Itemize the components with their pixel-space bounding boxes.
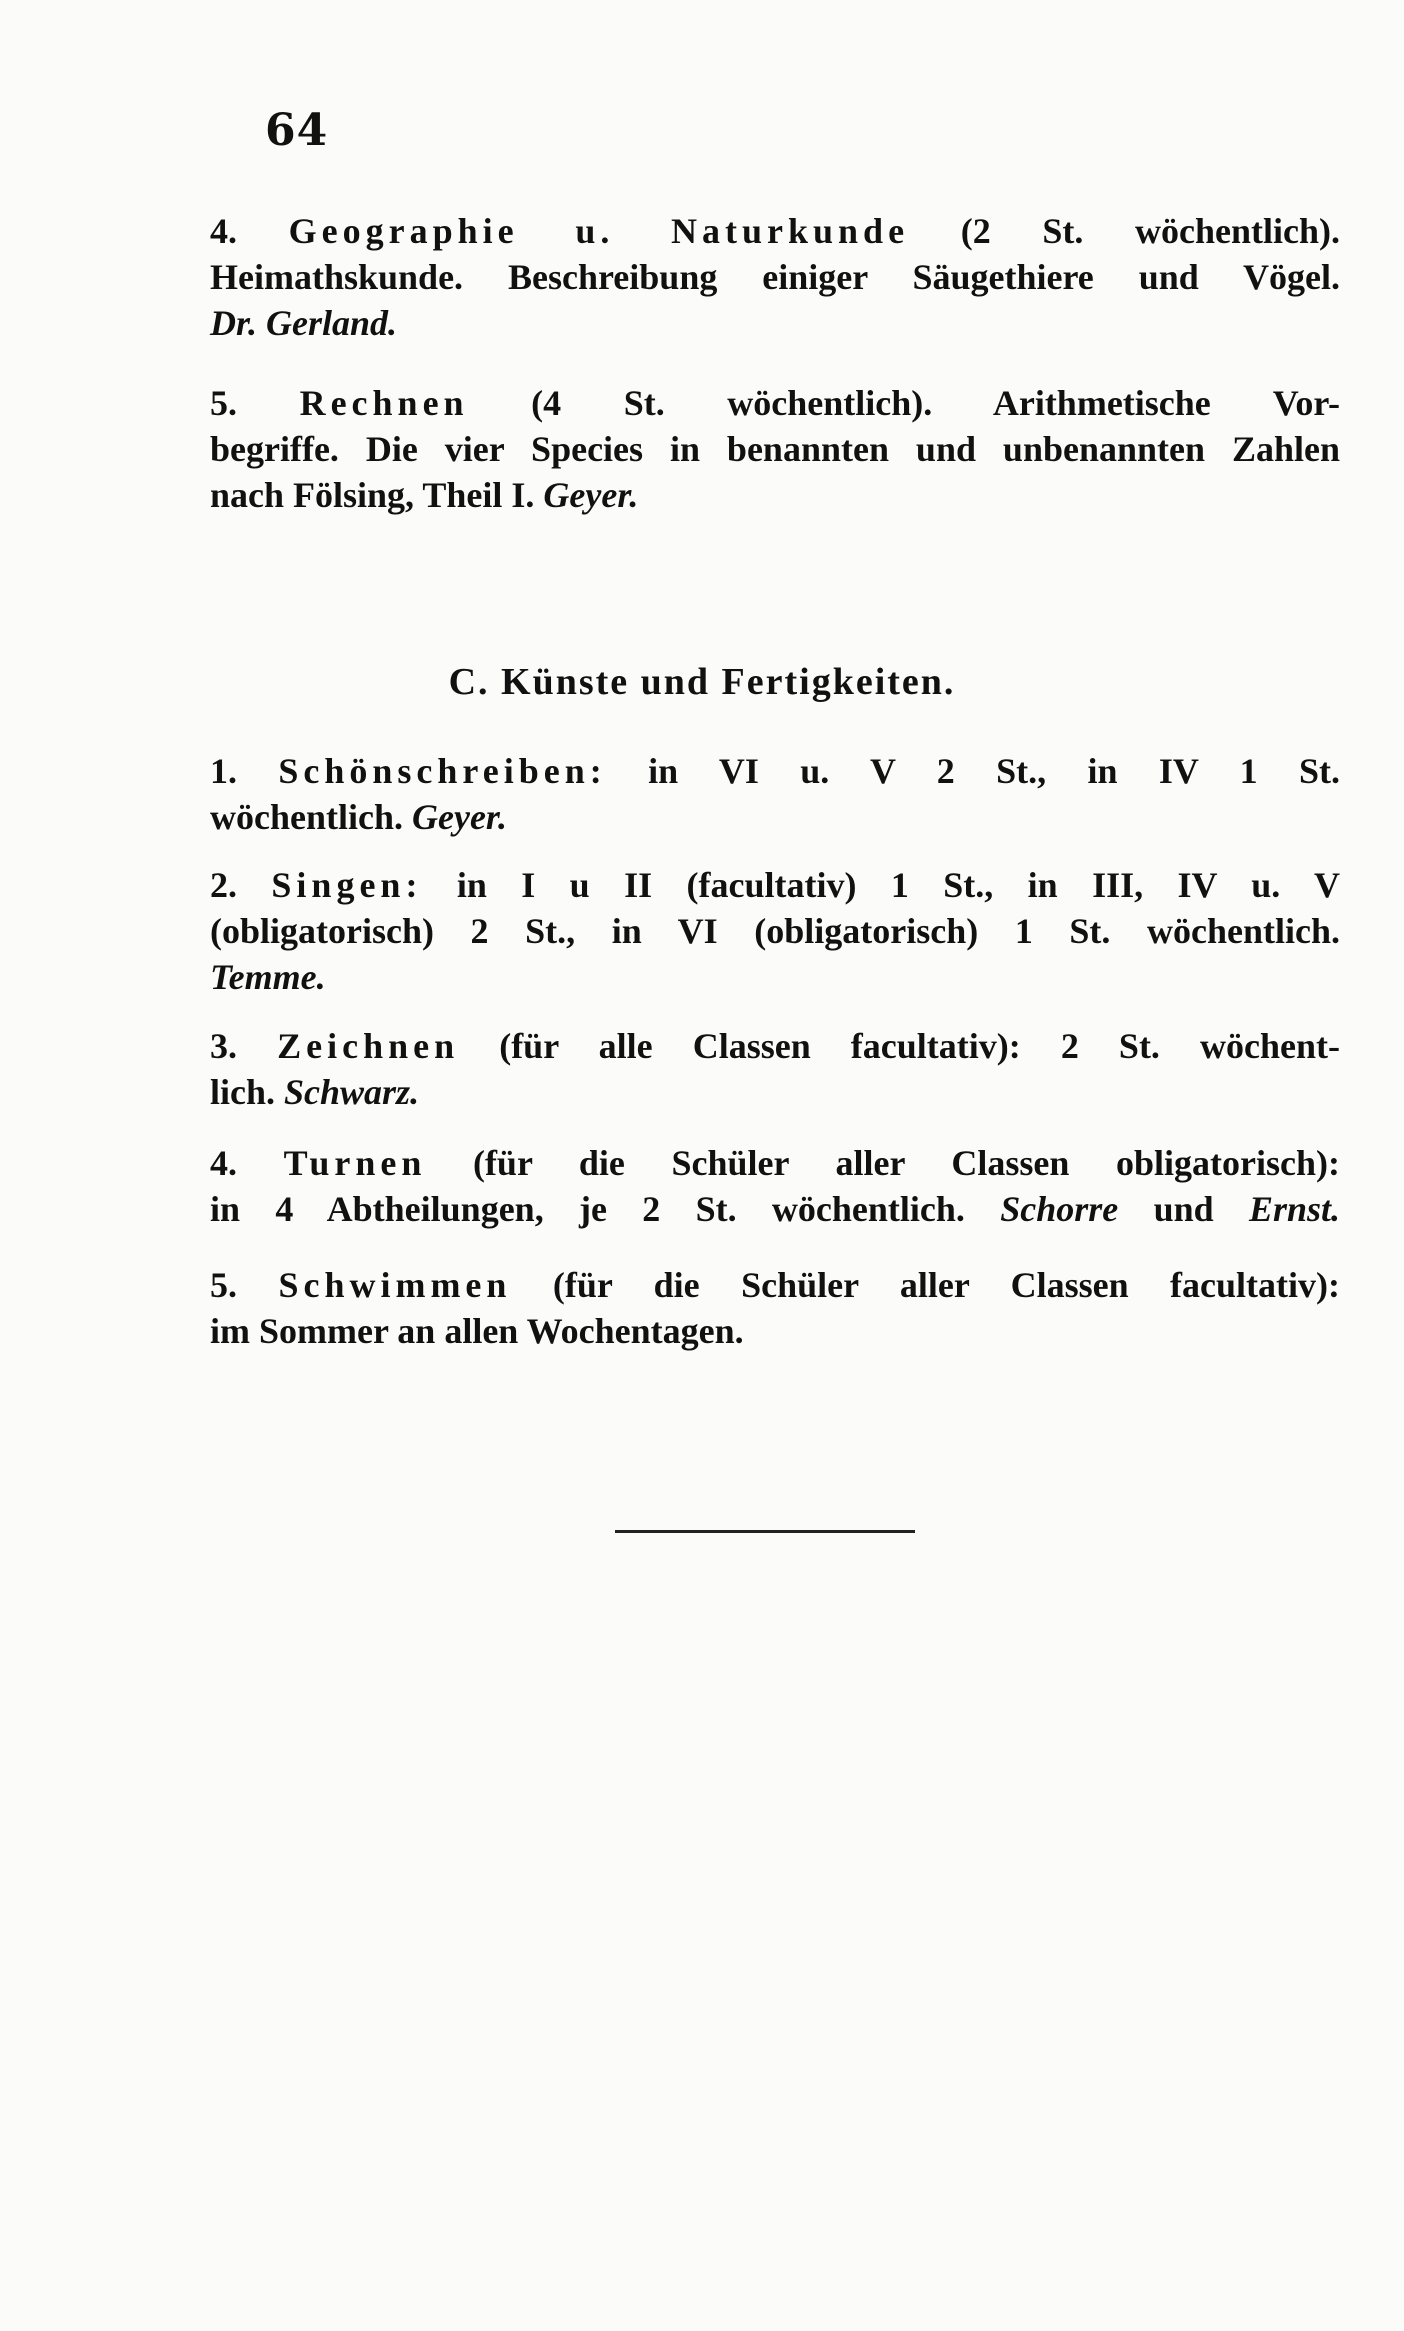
singen-line-2: (obligatorisch) 2 St., in VI (obligatorisch) 1 St. wöchentlich.	[210, 911, 1340, 951]
singen-text: in I u II (facultativ) 1 St., in III, IV u. V	[456, 865, 1341, 905]
turnen-number: 4.	[210, 1143, 237, 1183]
singen-line-1	[210, 862, 1340, 908]
singen-number: 2.	[210, 865, 237, 905]
zeichnen-line-2	[210, 1069, 1340, 1115]
geographie-line-3	[210, 300, 1340, 346]
schwimmen-number: 5.	[210, 1265, 237, 1305]
heading-text: C. Künste und Fertigkeiten.	[448, 661, 956, 703]
rechnen-number: 5.	[210, 383, 237, 423]
zeichnen-title: Zeichnen	[277, 1026, 460, 1066]
geographie-line-2: Heimathskunde. Beschreibung einiger Säugethiere und Vögel.	[210, 257, 1340, 297]
section-schwimmen	[210, 1262, 1340, 1354]
section-schoenschreiben	[210, 748, 1340, 840]
geographie-number: 4.	[210, 211, 237, 251]
turnen-text: (für die Schüler aller Classen obligatorisch):	[472, 1143, 1340, 1183]
schoenschreiben-title: Schönschreiben:	[278, 751, 607, 791]
page-number: 64	[265, 105, 329, 156]
schoenschreiben-line-1	[210, 748, 1340, 794]
turnen-teacher-2: Ernst.	[1248, 1189, 1341, 1229]
rechnen-line-3-text: nach Fölsing, Theil I.	[210, 475, 535, 515]
schoenschreiben-line-2-text: wöchentlich.	[210, 797, 403, 837]
section-turnen	[210, 1140, 1340, 1232]
singen-teacher: Temme.	[210, 957, 326, 997]
geographie-line-1	[210, 208, 1340, 254]
schoenschreiben-line-2	[210, 794, 1340, 840]
section-heading	[0, 660, 1404, 704]
turnen-line-1	[210, 1140, 1340, 1186]
schoenschreiben-number: 1.	[210, 751, 237, 791]
section-geographie	[210, 208, 1340, 346]
turnen-line-2-text: in 4 Abtheilungen, je 2 St. wöchentlich.	[210, 1189, 965, 1229]
section-zeichnen	[210, 1023, 1340, 1115]
section-singen	[210, 862, 1340, 1000]
turnen-title: Turnen	[283, 1143, 427, 1183]
geographie-teacher: Dr. Gerland.	[210, 303, 398, 343]
geographie-hours: (2 St. wöchentlich).	[960, 211, 1341, 251]
zeichnen-number: 3.	[210, 1026, 237, 1066]
zeichnen-text: (für alle Classen facultativ): 2 St. wöchent-	[499, 1026, 1340, 1066]
zeichnen-teacher: Schwarz.	[284, 1072, 420, 1112]
schwimmen-line-2: im Sommer an allen Wochentagen.	[210, 1311, 744, 1351]
rechnen-title: Rechnen	[299, 383, 469, 423]
schoenschreiben-text: in VI u. V 2 St., in IV 1 St.	[648, 751, 1340, 791]
rechnen-line-1	[210, 380, 1340, 426]
turnen-teacher-1: Schorre	[1000, 1189, 1119, 1229]
divider-rule	[615, 1530, 915, 1533]
zeichnen-line-1	[210, 1023, 1340, 1069]
schwimmen-text: (für die Schüler aller Classen facultativ):	[552, 1265, 1340, 1305]
singen-title: Singen:	[271, 865, 423, 905]
singen-line-3	[210, 954, 1340, 1000]
turnen-line-2	[210, 1186, 1340, 1232]
rechnen-text: (4 St. wöchentlich). Arithmetische Vor-	[531, 383, 1341, 423]
rechnen-line-3	[210, 472, 1340, 518]
geographie-title: Geographie u. Naturkunde	[288, 211, 910, 251]
schwimmen-line-1	[210, 1262, 1340, 1308]
turnen-und: und	[1153, 1189, 1214, 1229]
zeichnen-line-2-text: lich.	[210, 1072, 276, 1112]
rechnen-line-2: begriffe. Die vier Species in benannten und unbenannten Zahlen	[210, 429, 1340, 469]
section-rechnen	[210, 380, 1340, 518]
schwimmen-title: Schwimmen	[278, 1265, 512, 1305]
schoenschreiben-teacher: Geyer.	[412, 797, 507, 837]
rechnen-teacher: Geyer.	[543, 475, 639, 515]
